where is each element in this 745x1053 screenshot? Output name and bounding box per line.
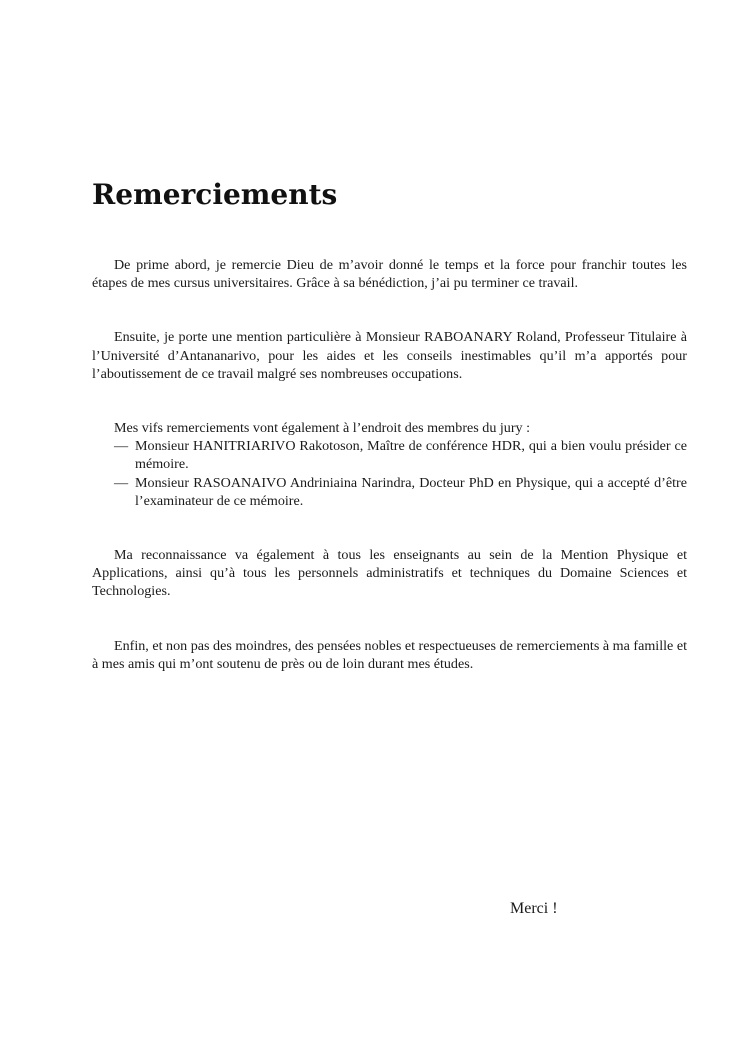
paragraph-family: Enfin, et non pas des moindres, des pensées nobles et respectueuses de remerciements à ma famille et à mes amis qui m’ont soutenu de près ou de loin durant mes études. [92, 637, 687, 672]
paragraph-supervisor: Ensuite, je porte une mention particulière à Monsieur RABOANARY Roland, Professeur Titulaire à l’Université d’Antananarivo, pour les aides et les conseils inestimables qu’il m’a apportés pour l’aboutissement de ce travail malgré ses nombreuses occupations. [92, 329, 687, 382]
jury-list [92, 437, 687, 510]
page-title: Remerciements [92, 178, 338, 211]
jury-member-president: Monsieur HANITRIARIVO Rakotoson, Maître de conférence HDR, qui a bien voulu présider ce mémoire. [135, 438, 687, 473]
list-item [114, 437, 687, 473]
paragraph-intro: De prime abord, je remercie Dieu de m’avoir donné le temps et la force pour franchir toutes les étapes de mes cursus universitaires. Grâce à sa bénédiction, j’ai pu terminer ce travail. [92, 257, 687, 292]
bullet-dash: — [114, 474, 129, 491]
paragraph-jury-intro: Mes vifs remerciements vont également à l’endroit des membres du jury : [114, 420, 531, 437]
paragraph-teachers: Ma reconnaissance va également à tous les enseignants au sein de la Mention Physique et Applications, ainsi qu’à tous les personnels administratifs et techniques du Domaine Sciences et Technologies. [92, 547, 687, 600]
document-body [92, 178, 687, 673]
jury-member-examiner: Monsieur RASOANAIVO Andriniaina Narindra, Docteur PhD en Physique, qui a accepté d’être l’examinateur de ce mémoire. [135, 474, 687, 509]
bullet-dash: — [114, 438, 129, 455]
list-item [114, 474, 687, 510]
closing-merci: Merci ! [510, 900, 558, 917]
